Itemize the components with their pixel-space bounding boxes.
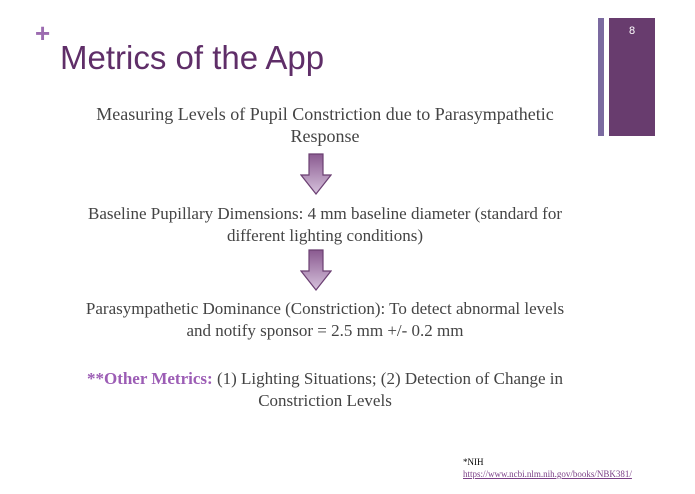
metric-heading-line1: Measuring Levels of Pupil Constriction due to Parasympathetic	[96, 104, 554, 124]
dominance-line2: and notify sponsor = 2.5 mm +/- 0.2 mm	[186, 321, 464, 340]
other-metrics-text	[30, 368, 620, 412]
metric-heading-line2: Response	[290, 126, 360, 146]
parasympathetic-dominance-text	[30, 298, 620, 342]
slide-title: Metrics of the App	[60, 39, 325, 76]
down-arrow-icon	[300, 249, 332, 291]
reference-source: *NIH	[463, 457, 484, 467]
baseline-line2: different lighting conditions)	[226, 226, 424, 245]
page-number: 8	[628, 25, 636, 37]
plus-sign: +	[35, 18, 51, 48]
dominance-line1: Parasympathetic Dominance (Constriction): To detect abnormal levels	[85, 299, 565, 318]
reference-block	[463, 456, 632, 480]
reference-link[interactable]: https://www.ncbi.nlm.nih.gov/books/NBK381/	[463, 469, 632, 479]
metric-heading	[30, 103, 620, 147]
baseline-line1: Baseline Pupillary Dimensions: 4 mm baseline diameter (standard for	[88, 204, 562, 223]
baseline-dimensions-text	[30, 203, 620, 247]
other-metrics-line2: Constriction Levels	[258, 391, 392, 410]
other-metrics-label: **Other Metrics:	[86, 369, 213, 388]
other-metrics-line1: (1) Lighting Situations; (2) Detection of Change in	[212, 369, 564, 388]
down-arrow-icon	[300, 153, 332, 195]
